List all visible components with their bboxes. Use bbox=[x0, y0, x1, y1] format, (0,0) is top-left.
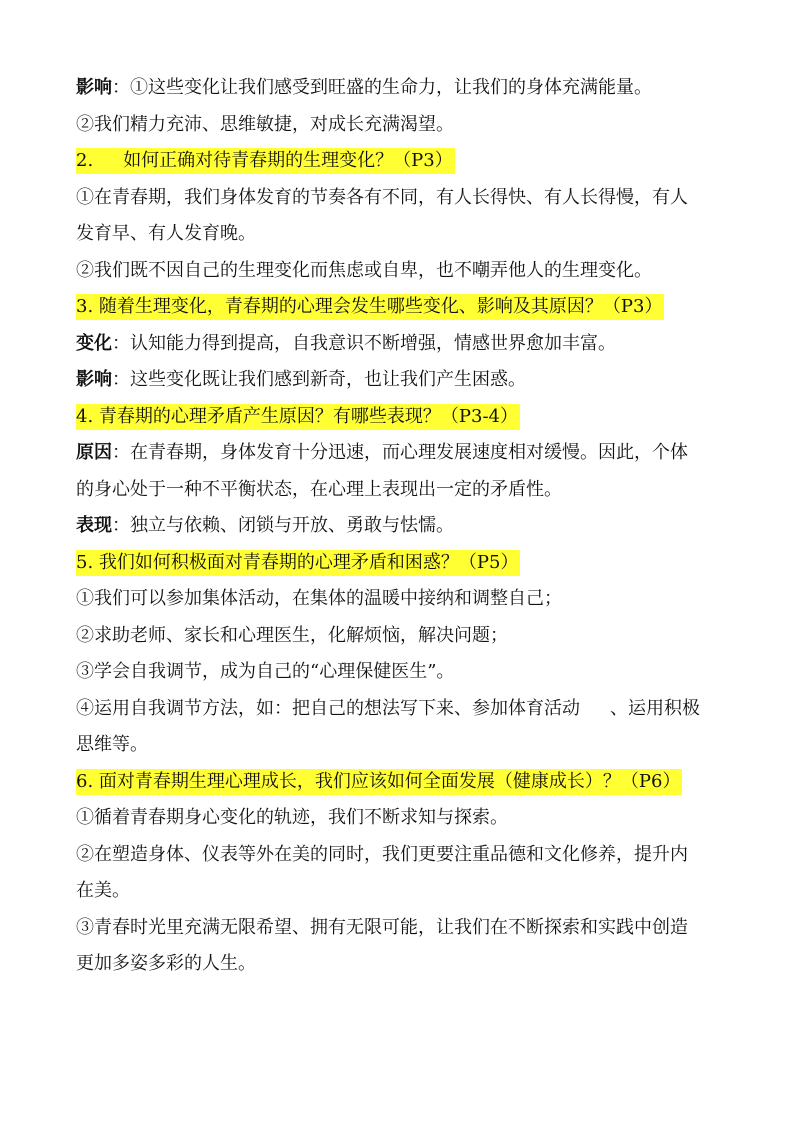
paragraph-3-change bbox=[76, 326, 716, 363]
label-reason: 原因 bbox=[76, 442, 112, 463]
paragraph-6-2a: ②在塑造身体、仪表等外在美的同时，我们更要注重品德和文化修养，提升内 bbox=[76, 843, 688, 865]
text-expression: ：独立与依赖、闭锁与开放、勇敢与怯懦。 bbox=[112, 515, 454, 536]
text-5-4a-part1: ④运用自我调节方法，如：把自己的想法写下来、参加体育活动 bbox=[76, 697, 580, 719]
paragraph-influence-2: ②我们精力充沛、思维敏捷，对成长充满渴望。 bbox=[76, 113, 454, 135]
heading-3-highlight: 3. 随着生理变化，青春期的心理会发生哪些变化、影响及其原因？（P3） bbox=[76, 294, 664, 320]
paragraph-2-2: ②我们既不因自己的生理变化而焦虑或自卑，也不嘲弄他人的生理变化。 bbox=[76, 259, 652, 281]
heading-3 bbox=[76, 289, 716, 326]
label-change: 变化 bbox=[76, 332, 112, 354]
heading-5-highlight: 5. 我们如何积极面对青春期的心理矛盾和困惑？（P5） bbox=[76, 550, 520, 576]
paragraph-4-reason-a bbox=[76, 435, 716, 472]
paragraph-2-1b: 发育早、有人发育晚。 bbox=[76, 223, 256, 244]
heading-6 bbox=[76, 764, 716, 801]
label-influence: 影响 bbox=[76, 77, 112, 98]
paragraph-6-3a: ③青春时光里充满无限希望、拥有无限可能，让我们在不断探索和实践中创造 bbox=[76, 916, 688, 938]
paragraph-6-2b: 在美。 bbox=[76, 880, 130, 901]
label-influence-2: 影响 bbox=[76, 369, 112, 390]
paragraph-5-4a bbox=[76, 691, 716, 728]
paragraph-5-4b: 思维等。 bbox=[76, 734, 148, 755]
paragraph-influence-1 bbox=[76, 70, 716, 107]
heading-5 bbox=[76, 545, 716, 582]
heading-4 bbox=[76, 399, 716, 436]
heading-4-highlight: 4. 青春期的心理矛盾产生原因？有哪些表现？（P3-4） bbox=[76, 404, 520, 430]
paragraph-5-3: ③学会自我调节，成为自己的“心理保健医生”。 bbox=[76, 661, 455, 682]
paragraph-3-influence bbox=[76, 362, 716, 399]
heading-2-text: 如何正确对待青春期的生理变化？（P3） bbox=[123, 150, 453, 171]
document-page bbox=[76, 70, 716, 983]
text-influence-1: ：①这些变化让我们感受到旺盛的生命力，让我们的身体充满能量。 bbox=[112, 77, 652, 98]
paragraph-6-3b: 更加多姿多彩的人生。 bbox=[76, 953, 256, 974]
text-influence-2: ：这些变化既让我们感到新奇，也让我们产生困惑。 bbox=[112, 369, 526, 390]
text-5-4a-part2: 、运用积极 bbox=[610, 697, 700, 719]
heading-2-number: 2. bbox=[76, 150, 94, 171]
heading-2 bbox=[76, 143, 716, 180]
paragraph-2-1a: ①在青春期，我们身体发育的节奏各有不同，有人长得快、有人长得慢，有人 bbox=[76, 186, 688, 208]
text-reason-a: ：在青春期，身体发育十分迅速，而心理发展速度相对缓慢。因此，个体 bbox=[112, 442, 688, 463]
paragraph-6-1: ①循着青春期身心变化的轨迹，我们不断求知与探索。 bbox=[76, 807, 508, 828]
paragraph-5-2: ②求助老师、家长和心理医生，化解烦恼，解决问题； bbox=[76, 624, 508, 646]
paragraph-4-expression bbox=[76, 508, 716, 545]
paragraph-4-reason-b: 的身心处于一种不平衡状态，在心理上表现出一定的矛盾性。 bbox=[76, 478, 562, 500]
paragraph-5-1: ①我们可以参加集体活动，在集体的温暖中接纳和调整自己； bbox=[76, 588, 562, 609]
heading-6-highlight: 6. 面对青春期生理心理成长，我们应该如何全面发展（健康成长）？（P6） bbox=[76, 769, 682, 795]
text-change: ：认知能力得到提高，自我意识不断增强，情感世界愈加丰富。 bbox=[112, 332, 616, 354]
heading-2-highlight bbox=[76, 148, 455, 174]
label-expression: 表现 bbox=[76, 515, 112, 536]
